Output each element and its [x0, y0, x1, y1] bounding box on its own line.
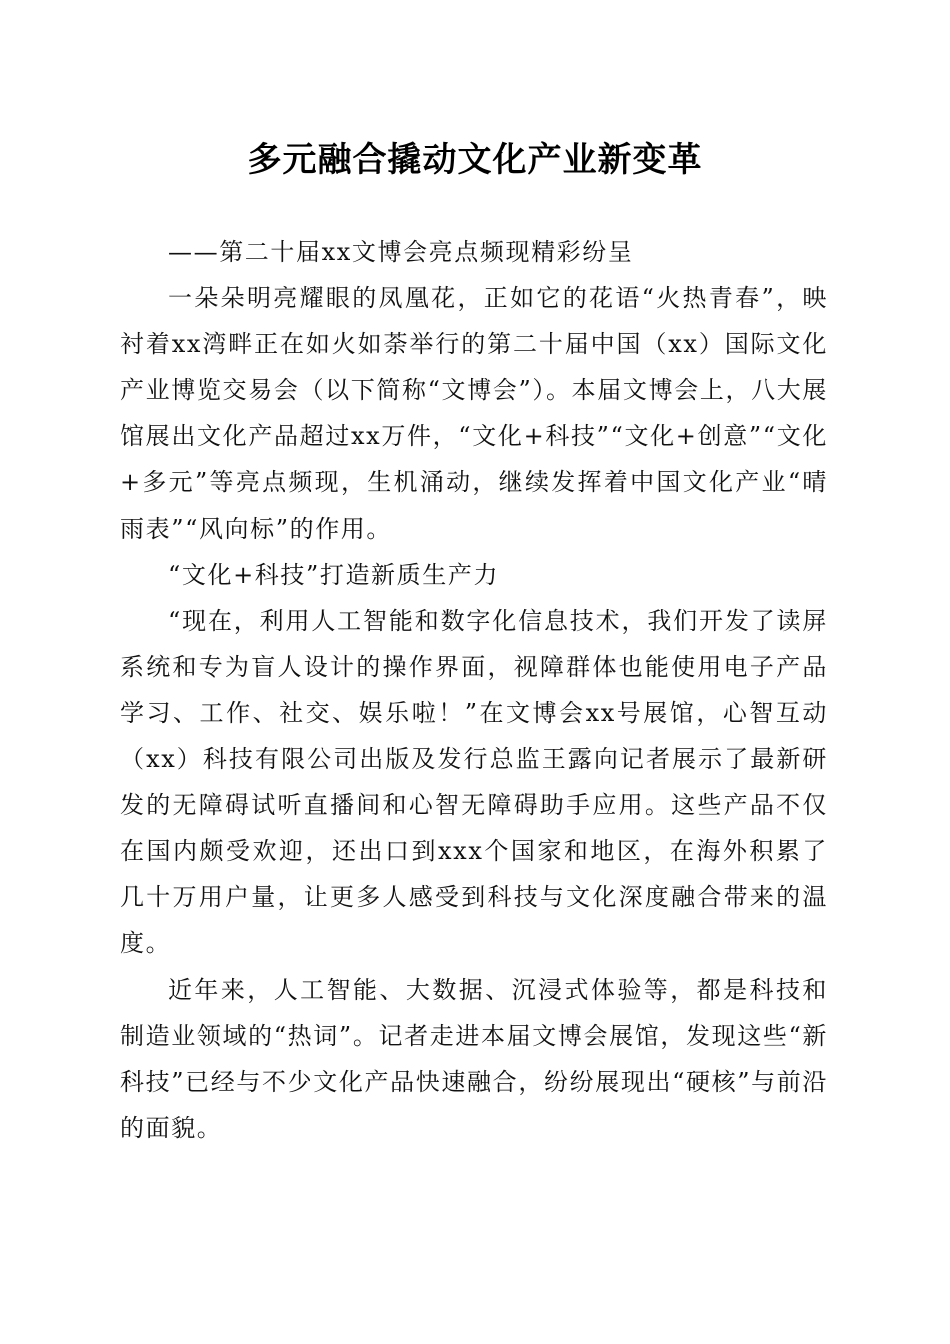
paragraph-quote: “现在，利用人工智能和数字化信息技术，我们开发了读屏系统和专为盲人设计的操作界面，视障群体也能使用电子产品学习、工作、社交、娱乐啦！”在文博会xx号展馆，心智互动（xx）科技有限公司出版及发行总监王露向记者展示了最新研发的无障碍试听直播间和心智无障碍助手应用。这些产品不仅在国内颇受欢迎，还出口到xxx个国家和地区，在海外积累了几十万用户量，让更多人感受到科技与文化深度融合带来的温度。: [120, 606, 828, 958]
subtitle: ——第二十届xx文博会亮点频现精彩纷呈: [168, 238, 634, 266]
paragraph-intro: 一朵朵明亮耀眼的凤凰花，正如它的花语“火热青春”，映衬着xx湾畔正在如火如荼举行的第二十届中国（xx）国际文化产业博览交易会（以下简称“文博会”）。本届文博会上，八大展馆展出文化产品超过xx万件，“文化+科技”“文化+创意”“文化+多元”等亮点频现，生机涌动，继续发挥着中国文化产业“晴雨表”“风向标”的作用。: [120, 284, 828, 543]
document-body: [120, 229, 828, 1151]
document-title: 多元融合撬动文化产业新变革: [247, 140, 703, 180]
section-heading: “文化+科技”打造新质生产力: [168, 560, 500, 589]
paragraph-trends: 近年来，人工智能、大数据、沉浸式体验等，都是科技和制造业领域的“热词”。记者走进本届文博会展馆，发现这些“新科技”已经与不少文化产品快速融合，纷纷展现出“硬核”与前沿的面貌。: [120, 975, 828, 1142]
